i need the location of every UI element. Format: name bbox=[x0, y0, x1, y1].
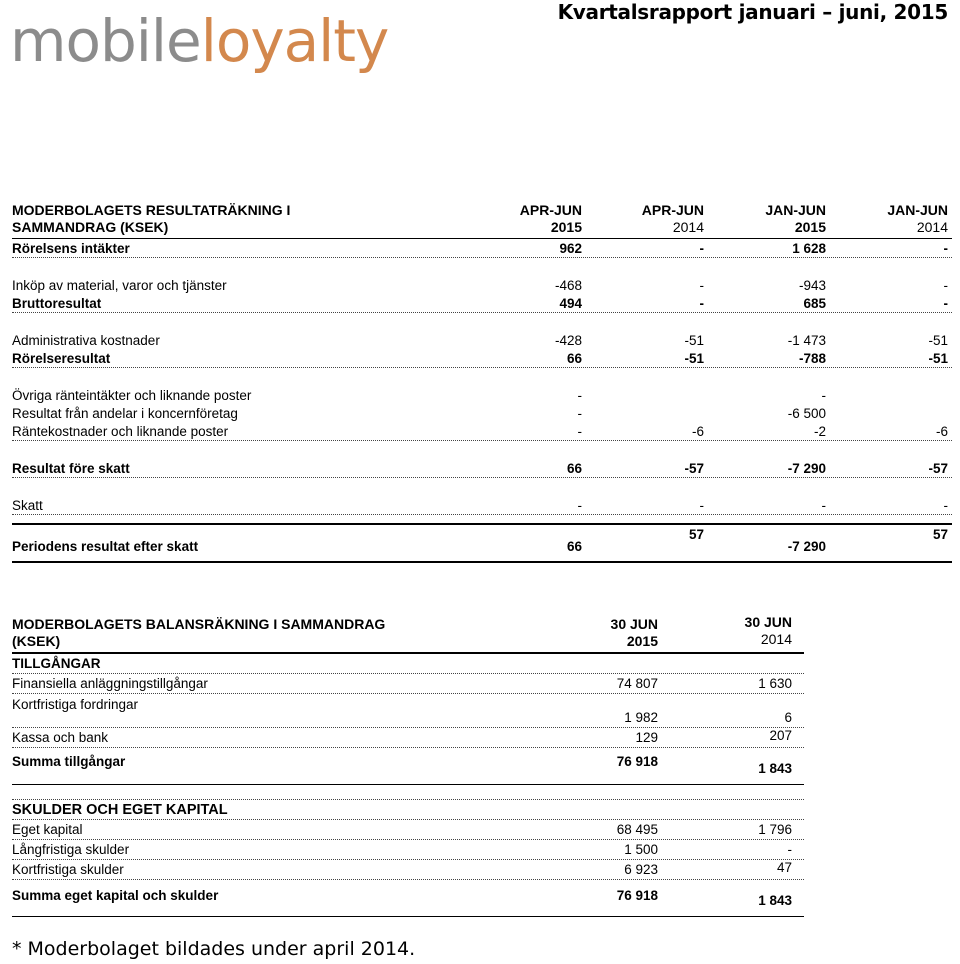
balance-header-row bbox=[12, 616, 804, 652]
table-row: Skatt - - - - bbox=[12, 497, 948, 513]
company-logo bbox=[10, 7, 389, 75]
balance-sheet-table bbox=[12, 616, 804, 917]
logo-mobile-text: mobile bbox=[10, 7, 201, 75]
col-apr-jun-2014 bbox=[582, 202, 704, 236]
col-jan-jun-2015 bbox=[704, 202, 826, 236]
income-header-row bbox=[12, 202, 952, 238]
table-row: Kortfristiga fordringar 1 982 6 bbox=[12, 697, 792, 725]
income-title bbox=[12, 202, 510, 236]
col-30-jun-2015: 30 JUN 2015 bbox=[610, 616, 658, 649]
logo-loyalty-text: loyalty bbox=[200, 7, 389, 75]
table-row: Räntekostnader och liknande poster - -6 -2 -6 bbox=[12, 423, 948, 439]
table-row: Periodens resultat efter skatt 66 57 -7 290 57 bbox=[12, 527, 948, 554]
table-row: Eget kapital 68 495 1 796 bbox=[12, 822, 792, 837]
income-statement-table bbox=[12, 202, 952, 563]
income-title-line2: SAMMANDRAG (KSEK) bbox=[12, 219, 169, 235]
col1-period: APR-JUN bbox=[519, 202, 582, 218]
col-jan-jun-2014 bbox=[826, 202, 948, 236]
col4-year: 2014 bbox=[916, 219, 948, 235]
footnote: * Moderbolaget bildades under april 2014. bbox=[12, 938, 416, 960]
col1-year: 2015 bbox=[550, 219, 582, 235]
table-row: Långfristiga skulder 1 500 - bbox=[12, 842, 792, 857]
liabilities-heading: SKULDER OCH EGET KAPITAL bbox=[12, 801, 228, 818]
liabilities-total-row: Summa eget kapital och skulder 76 918 1 843 bbox=[12, 888, 792, 908]
report-title: Kvartalsrapport januari – juni, 2015 bbox=[557, 0, 948, 24]
col3-year: 2015 bbox=[794, 219, 826, 235]
assets-total-row: Summa tillgångar 76 918 1 843 bbox=[12, 754, 792, 776]
table-row: Bruttoresultat 494 - 685 - bbox=[12, 295, 948, 311]
table-row: Kortfristiga skulder 6 923 47 bbox=[12, 860, 792, 877]
income-title-line1: MODERBOLAGETS RESULTATRÄKNING I bbox=[12, 202, 291, 218]
table-row: Inköp av material, varor och tjänster -468 - -943 - bbox=[12, 277, 948, 293]
table-row: Finansiella anläggningstillgångar 74 807 1 630 bbox=[12, 676, 792, 691]
col2-period: APR-JUN bbox=[641, 202, 704, 218]
col3-period: JAN-JUN bbox=[765, 202, 826, 218]
col4-period: JAN-JUN bbox=[887, 202, 948, 218]
col-apr-jun-2015 bbox=[510, 202, 582, 236]
col2-year: 2014 bbox=[672, 219, 704, 235]
table-row: Administrativa kostnader -428 -51 -1 473 -51 bbox=[12, 332, 948, 348]
balance-title bbox=[12, 616, 412, 652]
balance-title-line2: (KSEK) bbox=[12, 633, 61, 649]
table-row: Resultat från andelar i koncernföretag - -6 500 bbox=[12, 405, 826, 421]
table-row: Kassa och bank 129 207 bbox=[12, 728, 792, 745]
balance-title-line1: MODERBOLAGETS BALANSRÄKNING I SAMMANDRAG bbox=[12, 616, 386, 632]
assets-heading: TILLGÅNGAR bbox=[12, 656, 101, 671]
table-row: Övriga ränteintäkter och liknande poster - - bbox=[12, 387, 826, 403]
table-row: Rörelsens intäkter 962 - 1 628 - bbox=[12, 240, 948, 256]
col-30-jun-2014: 30 JUN 2014 bbox=[744, 614, 792, 647]
table-row: Rörelseresultat 66 -51 -788 -51 bbox=[12, 350, 948, 366]
table-row: Resultat före skatt 66 -57 -7 290 -57 bbox=[12, 460, 948, 476]
